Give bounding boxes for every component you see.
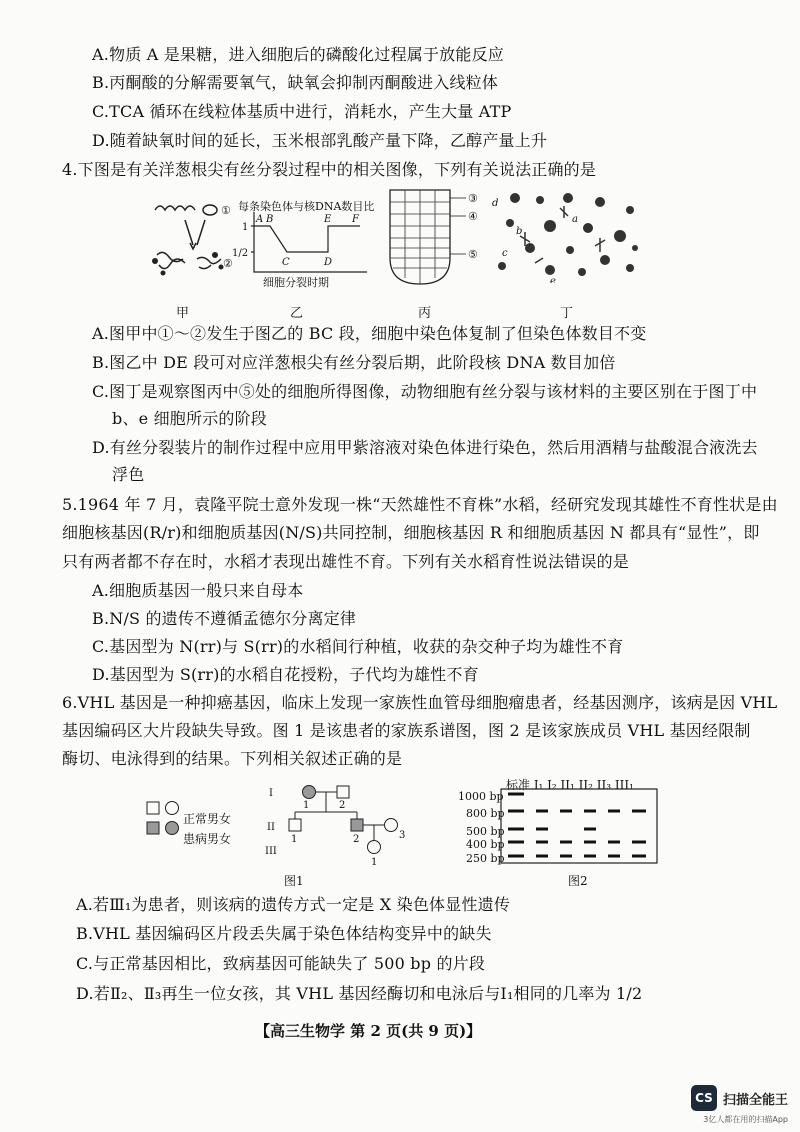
pedigree-ii1: 1 [291,834,298,845]
yi-title: 每条染色体与核DNA数目比 [238,200,375,213]
q6-option-c: C.与正常基因相比，致病基因可能缺失了 500 bp 的片段 [76,954,486,973]
pedigree-gen-2: II [267,822,275,833]
caption-fig2: 图2 [568,874,588,888]
figure-jia [145,195,240,285]
q5-option-a: A.细胞质基因一般只来自母本 [92,581,304,600]
yi-point-e: E [324,214,332,225]
yi-y2: 1/2 [232,248,249,259]
jia-marker-1: ① [221,204,231,217]
ding-label-d: d [492,198,499,209]
q4-stem: 4.下图是有关洋葱根尖有丝分裂过程中的相关图像，下列有关说法正确的是 [62,160,597,179]
q6-option-d: D.若Ⅱ₂、Ⅱ₃再生一位女孩，其 VHL 基因经酶切和电泳后与Ⅰ₁相同的几率为 1/2 [76,984,643,1003]
ding-label-c: c [502,248,508,259]
ding-label-a: a [572,214,578,225]
q3-option-a: A.物质 A 是果糖，进入细胞后的磷酸化过程属于放能反应 [92,45,504,64]
pedigree-i1: 1 [303,800,310,811]
scanner-logo-icon: CS [691,1085,717,1111]
scanner-watermark [691,1085,788,1111]
caption-jia: 甲 [176,306,190,321]
gel-band-250: 250 bp [466,852,505,865]
figure-bing [388,188,488,288]
gel-band-400: 400 bp [466,838,505,851]
q4-option-d: D.有丝分裂装片的制作过程中应用甲紫溶液对染色体进行染色，然后用酒精与盐酸混合液洗去 [92,438,758,457]
yi-point-b: B [266,214,274,225]
q3-option-d: D.随着缺氧时间的延长，玉米根部乳酸产量下降，乙醇产量上升 [92,131,548,150]
gel-figure [500,788,660,866]
legend-ill: 患病男女 [183,832,232,846]
yi-y1: 1 [242,222,249,233]
q6-option-a: A.若Ⅲ₁为患者，则该病的遗传方式一定是 X 染色体显性遗传 [76,895,511,914]
q5-stem-3: 只有两者都不存在时，水稻才表现出雄性不育。下列有关水稻育性说法错误的是 [62,552,630,571]
q6-option-b: B.VHL 基因编码区片段丢失属于染色体结构变异中的缺失 [76,924,492,943]
gel-band-1000: 1000 bp [458,790,504,803]
gel-band-500: 500 bp [466,825,505,838]
q4-option-d-cont: 浮色 [112,465,145,484]
bing-marker-5: ⑤ [468,248,478,261]
yi-xlabel: 细胞分裂时期 [263,276,329,289]
q4-option-b: B.图乙中 DE 段可对应洋葱根尖有丝分裂后期，此阶段核 DNA 数目加倍 [92,353,616,372]
bing-marker-4: ④ [468,210,478,223]
pedigree-i2: 2 [339,800,346,811]
pedigree-iii1: 1 [371,857,378,867]
q3-option-c: C.TCA 循环在线粒体基质中进行，消耗水，产生大量 ATP [92,102,512,121]
q3-option-b: B.丙酮酸的分解需要氧气，缺氧会抑制丙酮酸进入线粒体 [92,73,499,92]
q5-stem-2: 细胞核基因(R/r)和细胞质基因(N/S)共同控制，细胞核基因 R 和细胞质基因 N 都具有“显性”，即 [62,523,760,542]
caption-bing: 丙 [418,306,432,321]
pedigree-gen-3: III [265,846,277,857]
q5-option-d: D.基因型为 S(rr)的水稻自花授粉，子代均为雄性不育 [92,665,479,684]
yi-point-c: C [282,257,290,268]
ding-label-b: b [516,226,523,237]
yi-point-a: A [256,214,264,225]
q5-stem-1: 5.1964 年 7 月，袁隆平院士意外发现一株“天然雄性不育株”水稻，经研究发现其雄性不育性状是由 [62,495,778,514]
figure-ding [490,188,640,283]
bing-marker-3: ③ [468,192,478,205]
caption-ding: 丁 [560,306,574,321]
q4-option-c: C.图丁是观察图丙中⑤处的细胞所得图像，动物细胞有丝分裂与该材料的主要区别在于图丁中 [92,382,758,401]
page-footer: 【高三生物学 第 2 页(共 9 页)】 [255,1022,482,1040]
legend-normal: 正常男女 [183,812,232,826]
ding-label-e: e [550,276,556,283]
scanner-app-name: 扫描全能王 [722,1092,788,1108]
pedigree-ii2: 2 [353,834,360,845]
scanner-tagline: 3亿人都在用的扫描App [703,1115,788,1124]
q4-option-a: A.图甲中①～②发生于图乙的 BC 段，细胞中染色体复制了但染色体数目不变 [92,324,647,343]
gel-header: 标准 I₁ I₂ II₁ II₂ II₃ III₁ [506,778,634,792]
caption-fig1: 图1 [284,874,304,888]
q6-stem-2: 基因编码区大片段缺失导致。图 1 是该患者的家族系谱图，图 2 是该家族成员 VHL 基因经限制 [62,721,751,740]
yi-point-f: F [352,214,359,225]
q5-option-c: C.基因型为 N(rr)与 S(rr)的水稻间行种植，收获的杂交种子均为雄性不育 [92,637,624,656]
q6-stem-3: 酶切、电泳得到的结果。下列相关叙述正确的是 [62,749,403,768]
q6-stem-1: 6.VHL 基因是一种抑癌基因，临床上发现一家族性血管母细胞瘤患者，经基因测序，该病是因 VHL [62,693,778,712]
caption-yi: 乙 [290,306,304,321]
jia-marker-2: ② [223,257,233,270]
yi-point-d: D [324,257,333,268]
q5-option-b: B.N/S 的遗传不遵循孟德尔分离定律 [92,609,357,628]
gel-band-800: 800 bp [466,807,505,820]
q4-option-c-cont: b、e 细胞所示的阶段 [112,409,267,428]
pedigree-gen-1: I [269,788,273,799]
pedigree-ii3: 3 [399,830,406,841]
